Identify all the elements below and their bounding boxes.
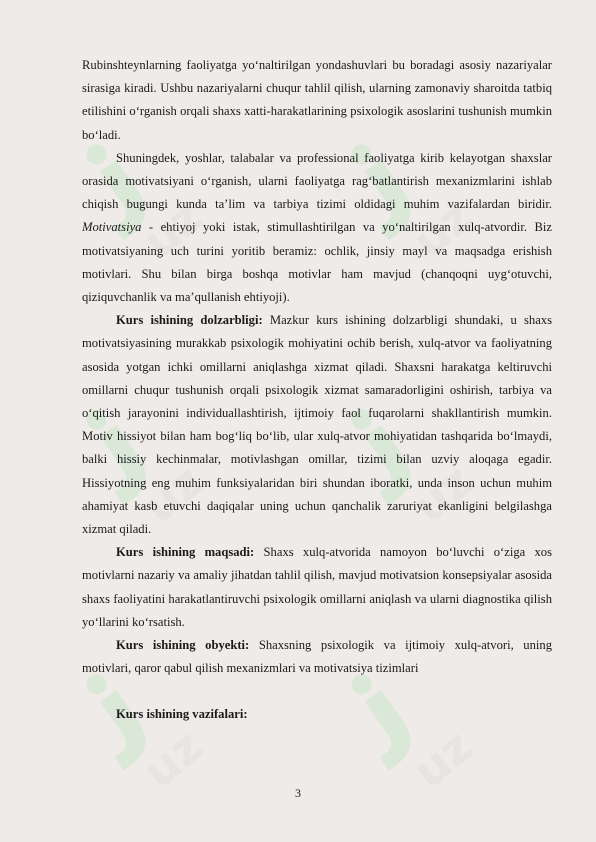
- paragraph-object: [82, 634, 552, 680]
- paragraph-text: Mazkur kurs ishining dolzarbligi shundaki, u shaxs motivatsiyasining murakkab psixologik mohiyatini ochib berish, xulq-atvor va faoliyatning asosida yotgan ichki omillarni aniqlashga xizmat qiladi. Shaxsni harakatga keltiruvchi omillarni chuqur tushunish orqali psixologik xizmat samaradorligini oshirish, tarbiya va o‘qitish jarayonini individuallashtirish, ijtimoiy faol fuqarolarni shakllantirish mumkin. Motiv hissiyot bilan ham bog‘liq bo‘lib, ular xulq-atvor mohiyatidan tashqarida bo‘lmaydi, balki hissiy kechinmalar, motivlashgan omillar, tizimi bilan uzviy aloqaga egadir. Hissiyotning eng muhim funksiyalaridan biri shundan iboratki, unda inson uchun muhim ahamiyat kasb etuvchi daqiqalar uning uchun qanchalik zaruriyat ekanligini belgilashga xizmat qiladi.: [82, 313, 552, 537]
- paragraph-motivation: [82, 147, 552, 309]
- paragraph-text: - ehtiyoj yoki istak, stimullashtirilgan va yo‘naltirilgan xulq-atvordir. Biz motivatsiyaning uch turini yoritib beramiz: ochlik, jinsiy mayl va maqsadga erishish motivlari. Shu bilan birga boshqa motivlar ham mavjud (chanqoqni uyg‘otuvchi, qiziquvchanlik va ma’qullanish ehtiyoji).: [82, 220, 552, 305]
- paragraph-intro-continuation: [82, 54, 552, 147]
- blank-line: [82, 680, 552, 703]
- paragraph-text: Shuningdek, yoshlar, talabalar va professional faoliyatga kirib kelayotgan shaxslar orasida motivatsiyani o‘rganish, ularni faoliyatga rag‘batlantirish mexanizmlarini ishlab chiqish bugungi kunda ta’lim va tarbiya tizimi oldidagi muhim vazifalardan biridir.: [82, 150, 552, 212]
- document-body: [82, 54, 552, 727]
- section-heading-goal: Kurs ishining maqsadi:: [116, 545, 255, 560]
- svg-text:uz: uz: [402, 718, 483, 799]
- svg-text:uz: uz: [402, 453, 483, 534]
- paragraph-text: Shaxsning psixologik va ijtimoiy xulq-atvori, uning motivlari, qaror qabul qilish mexanizmlari va motivatsiya tizimlari: [82, 638, 552, 676]
- paragraph-text: Shaxs xulq-atvorida namoyon bo‘luvchi o‘ziga xos motivlarni nazariy va amaliy jihatdan tahlil qilish, mavjud motivatsion konsepsiyalar asosida shaxs faoliyatini harakatlantiruvchi psixologik omillarni aniqlash va ularni diagnostika qilish yo‘llarini ko‘rsatish.: [82, 545, 553, 629]
- italic-term: Motivatsiya: [82, 220, 142, 235]
- svg-text:uz: uz: [132, 453, 213, 534]
- paragraph-relevance: [82, 309, 552, 541]
- section-heading-object: Kurs ishining obyekti:: [116, 638, 250, 653]
- section-heading-relevance: Kurs ishining dolzarbligi:: [116, 313, 263, 328]
- svg-text:uz: uz: [402, 188, 483, 269]
- paragraph-tasks: [82, 703, 552, 726]
- paragraph-text: Rubinshteynlarning faoliyatga yo‘naltirilgan yondashuvlari bu boradagi asosiy nazariyalar sirasiga kiradi. Ushbu nazariyalarni chuqur tahlil qilish, ularning zamonaviy sharoitda tatbiq etilishini o‘rganish orqali shaxs xatti-harakatlarining psixologik asoslarini tushunish mumkin bo‘ladi.: [82, 58, 552, 142]
- svg-text:uz: uz: [132, 188, 213, 269]
- page-number: 3: [295, 786, 301, 800]
- paragraph-goal: [82, 541, 552, 634]
- section-heading-tasks: Kurs ishining vazifalari:: [116, 707, 248, 722]
- svg-text:uz: uz: [132, 718, 213, 799]
